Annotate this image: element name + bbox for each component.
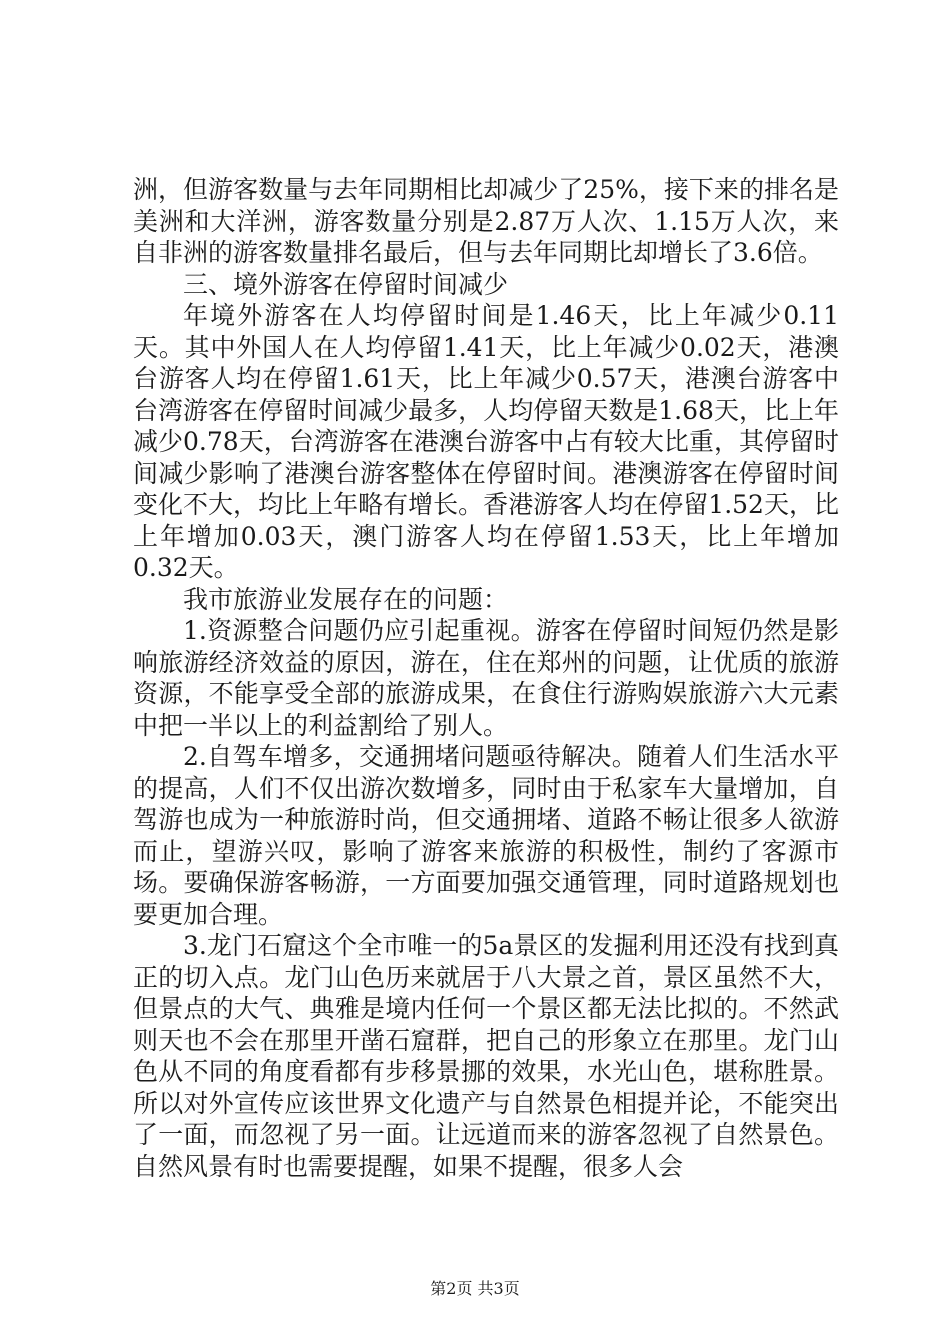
- problem-item-2: 2.自驾车增多，交通拥堵问题亟待解决。随着人们生活水平的提高，人们不仅出游次数增多，同时由于私家车大量增加，自驾游也成为一种旅游时尚，但交通拥堵、道路不畅让很多人欲游而止，望游兴叹，影响了游客来旅游的积极性，制约了客源市场。要确保游客畅游，一方面要加强交通管理，同时道路规划也要更加合理。: [133, 742, 839, 929]
- problem-item-1: 1.资源整合问题仍应引起重视。游客在停留时间短仍然是影响旅游经济效益的原因，游在，住在郑州的问题，让优质的旅游资源，不能享受全部的旅游成果，在食住行游购娱旅游六大元素中把一半以上的利益割给了别人。: [133, 616, 839, 740]
- problem-item-3: 3.龙门石窟这个全市唯一的5a景区的发掘利用还没有找到真正的切入点。龙门山色历来就居于八大景之首，景区虽然不大，但景点的大气、典雅是境内任何一个景区都无法比拟的。不然武则天也不会在那里开凿石窟群，把自己的形象立在那里。龙门山色从不同的角度看都有步移景挪的效果，水光山色，堪称胜景。所以对外宣传应该世界文化遗产与自然景色相提并论，不能突出了一面，而忽视了另一面。让远道而来的游客忽视了自然景色。自然风景有时也需要提醒，如果不提醒，很多人会: [133, 931, 839, 1181]
- section-heading: 三、境外游客在停留时间减少: [183, 269, 509, 299]
- page-number-footer: 第2页 共3页: [430, 1279, 520, 1298]
- paragraph-stay-time: 年境外游客在人均停留时间是1.46天，比上年减少0.11天。其中外国人在人均停留1.41天，比上年减少0.02天，港澳台游客人均在停留1.61天，比上年减少0.57天，港澳台游客中台湾游客在停留时间减少最多，人均停留天数是1.68天，比上年减少0.78天，台湾游客在港澳台游客中占有较大比重，其停留时间减少影响了港澳台游客整体在停留时间。港澳游客在停留时间变化不大，均比上年略有增长。香港游客人均在停留1.52天，比上年增加0.03天，澳门游客人均在停留1.53天，比上年增加0.32天。: [133, 301, 839, 582]
- problems-heading: 我市旅游业发展存在的问题：: [183, 584, 509, 614]
- paragraph-continued: 洲，但游客数量与去年同期相比却减少了25%，接下来的排名是美洲和大洋洲，游客数量分别是2.87万人次、1.15万人次，来自非洲的游客数量排名最后，但与去年同期比却增长了3.6倍。: [133, 175, 839, 267]
- document-body: [133, 174, 839, 1182]
